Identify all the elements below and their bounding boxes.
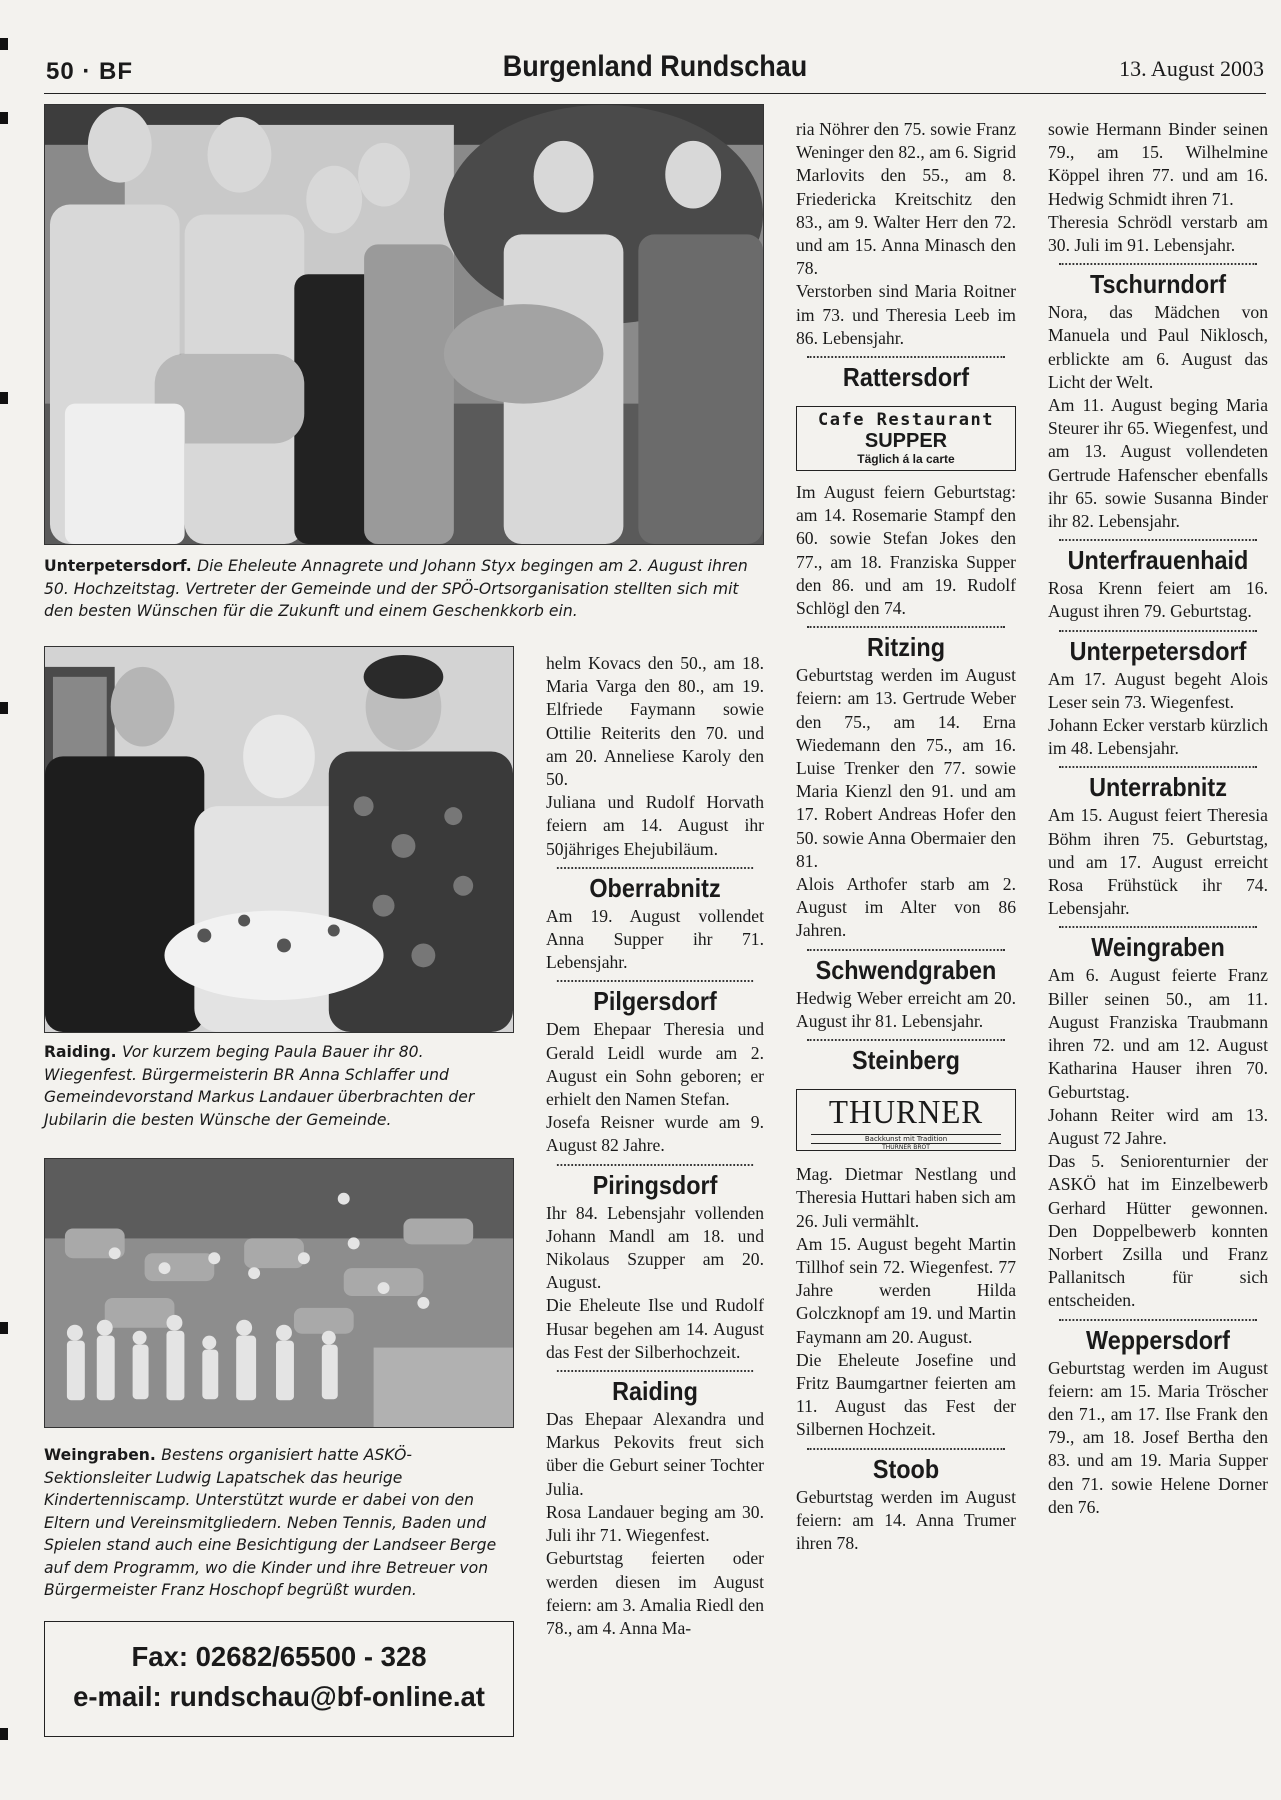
- paragraph: ria Nöhrer den 75. sowie Franz Weninger den 82., am 6. Sigrid Marlovits den 55., am 8. Friedericka Kreitschitz den 83., am 9. Walter Herr den 72. und am 15. Anna Minasch den 78.: [796, 119, 1016, 279]
- caption-text: Vor kurzem beging Paula Bauer ihr 80. Wiegenfest. Bürgermeisterin BR Anna Schlaffer und Gemeindevorstand Markus Landauer überbrachten der Jubilarin die besten Wünsche der Gemeinde.: [44, 1043, 475, 1129]
- paragraph: Geburtstag werden im August feiern: am 13. Gertrude Weber den 75., am 14. Erna Wiedemann den 75., am 16. Luise Trenker den 77. sowie Maria Kienzl den 91. und am 17. Robert Andreas Hofer den 50. sowie Anna Obermaier den 81.: [796, 665, 1016, 871]
- section-title-tschurndorf: Tschurndorf: [1059, 263, 1257, 301]
- section-title-ritzing: Ritzing: [807, 626, 1005, 664]
- ad-line: Backkunst mit Tradition: [811, 1134, 1001, 1144]
- email-address: e-mail: rundschau@bf-online.at: [73, 1681, 485, 1712]
- section-title-stoob: Stoob: [807, 1448, 1005, 1486]
- ad-logo-text: THURNER: [828, 1094, 984, 1132]
- ad-line: SUPPER: [864, 430, 948, 453]
- caption-place: Raiding.: [44, 1043, 122, 1061]
- paragraph: Das 5. Seniorenturnier der ASKÖ hat im Einzelbewerb Gerhard Hütter gewonnen. Den Doppelbewerb konnten Norbert Zsilla und Franz Pallanitsch für sich entscheiden.: [1048, 1151, 1268, 1311]
- paragraph: Am 6. August feierte Franz Biller seinen 50., am 11. August Franziska Traubmann ihren 72. und am 12. August Katharina Hauser ihren 70. Geburtstag.: [1048, 965, 1268, 1102]
- ad-line: Täglich á la carte: [857, 452, 955, 467]
- paragraph: Verstorben sind Maria Roitner im 73. und Theresia Leeb im 86. Lebensjahr.: [796, 281, 1016, 348]
- section-title-unterrabnitz: Unterrabnitz: [1059, 766, 1257, 804]
- paragraph: Rosa Landauer beging am 30. Juli ihr 71. Wiegenfest.: [546, 1501, 764, 1546]
- paragraph: Alois Arthofer starb am 2. August im Alter von 86 Jahren.: [796, 874, 1016, 941]
- caption-place: Weingraben.: [44, 1446, 162, 1464]
- photo2-caption: [44, 1041, 514, 1131]
- paragraph: Johann Reiter wird am 13. August 72 Jahre.: [1048, 1104, 1268, 1148]
- photo-tennis-camp: [44, 1158, 514, 1428]
- ad-thurner: [796, 1089, 1016, 1151]
- paragraph: Dem Ehepaar Theresia und Gerald Leidl wurde am 2. August ein Sohn geboren; er erhielt den Namen Stefan.: [546, 1019, 764, 1110]
- photo1-caption: [44, 555, 764, 623]
- paragraph: Theresia Schrödl verstarb am 30. Juli im 91. Lebensjahr.: [1048, 211, 1268, 256]
- paragraph: Die Eheleute Josefine und Fritz Baumgartner feierten am 11. August das Fest der Silbernen Hochzeit.: [796, 1349, 1016, 1440]
- paragraph: Juliana und Rudolf Horvath feiern am 14. August ihr 50jähriges Ehejubiläum.: [546, 792, 764, 859]
- page-header: [44, 50, 1266, 94]
- paragraph: Am 15. August feiert Theresia Böhm ihren 75. Geburtstag, und am 17. August erreicht Rosa Frühstück ihr 74. Lebensjahr.: [1048, 805, 1268, 919]
- photo-anniversary-group: [44, 104, 764, 545]
- paragraph: Geburtstag feierten oder werden diesen im August feiern: am 3. Amalia Riedl den 78., am 4. Anna Ma-: [546, 1548, 764, 1638]
- section-title-unterpetersdorf: Unterpetersdorf: [1059, 630, 1257, 668]
- newspaper-title: Burgenland Rundschau: [502, 50, 808, 83]
- section-title-schwendgraben: Schwendgraben: [807, 949, 1005, 987]
- paragraph: Geburtstag werden im August feiern: am 14. Anna Trumer ihren 78.: [796, 1486, 1016, 1553]
- paragraph: Im August feiern Geburtstag: am 14. Rosemarie Stampf den 60. sowie Stefan Jokes den 77., am 18. Franziska Supper den 86. und am 19. Rudolf Schlögl den 74.: [796, 482, 1016, 619]
- section-title-rattersdorf: Rattersdorf: [807, 356, 1005, 394]
- section-title-oberrabnitz: Oberrabnitz: [557, 867, 753, 905]
- paragraph: Johann Ecker verstarb kürzlich im 48. Lebensjahr.: [1048, 715, 1268, 759]
- contact-box: [44, 1621, 514, 1737]
- fax-number: Fax: 02682/65500 - 328: [131, 1641, 427, 1672]
- paragraph: Geburtstag werden im August feiern: am 15. Maria Tröscher den 71., am 17. Ilse Frank den 79., am 18. Josef Bertha den 83. und am 19. Maria Supper den 71. sowie Helene Dorner den 76.: [1048, 1357, 1268, 1517]
- section-title-weppersdorf: Weppersdorf: [1059, 1319, 1257, 1357]
- paragraph: Am 11. August beging Maria Steurer ihr 65. Wiegenfest, und am 13. August vollendeten Gertrude Hafenscher ebenfalls ihr 65. sowie Susanna Binder ihr 82. Lebensjahr.: [1048, 395, 1268, 532]
- caption-text: Bestens organisiert hatte ASKÖ-Sektionsleiter Ludwig Lapatschek das heurige Kindertenniscamp. Unterstützt wurde er dabei von den Eltern und Vereinsmitgliedern. Neben Tennis, Baden und Spielen stand auch eine Besichtigung der Landseer Berge auf dem Programm, wo die Kinder und ihre Betreuer von Bürgermeister Franz Hoschopf begrüßt wurden.: [44, 1446, 497, 1599]
- section-title-unterfrauenhaid: Unterfrauenhaid: [1059, 539, 1257, 577]
- ad-line: Cafe Restaurant: [817, 410, 995, 431]
- column-4: [1048, 118, 1268, 1519]
- issue-date: 13. August 2003: [1119, 56, 1264, 81]
- paragraph: helm Kovacs den 50., am 18. Maria Varga den 80., am 19. Elfriede Faymann sowie Ottilie Reiterits den 70. und am 20. Anneliese Karoly den 50.: [546, 653, 764, 790]
- paragraph: Die Eheleute Ilse und Rudolf Husar begehen am 14. August das Fest der Silberhochzeit.: [546, 1295, 764, 1362]
- photo3-caption: [44, 1444, 514, 1602]
- section-title-piringsdorf: Piringsdorf: [557, 1164, 753, 1202]
- paragraph: sowie Hermann Binder seinen 79., am 15. Wilhelmine Köppel ihren 77. und am 16. Hedwig Schmidt ihren 71.: [1048, 119, 1268, 209]
- paragraph: Rosa Krenn feiert am 16. August ihren 79. Geburtstag.: [1048, 578, 1268, 622]
- ad-cafe-supper: [796, 406, 1016, 471]
- caption-place: Unterpetersdorf.: [44, 557, 198, 575]
- paragraph: Das Ehepaar Alexandra und Markus Pekovits freut sich über die Geburt seiner Tochter Julia.: [546, 1409, 764, 1499]
- paragraph: Am 19. August vollendet Anna Supper ihr 71. Lebensjahr.: [546, 905, 764, 973]
- photo-birthday-visit: [44, 646, 514, 1033]
- page-number: 50 · BF: [46, 58, 134, 85]
- column-2: [546, 652, 764, 1640]
- paragraph: Mag. Dietmar Nestlang und Theresia Huttari haben sich am 26. Juli vermählt.: [796, 1164, 1016, 1231]
- caption-text: Die Eheleute Annagrete und Johann Styx begingen am 2. August ihren 50. Hochzeitstag. Vertreter der Gemeinde und der SPÖ-Ortsorganisation stellten sich mit den besten Wünschen für die Zukunft und einem Geschenkkorb ein.: [44, 557, 748, 620]
- ad-line: THURNER BROT: [882, 1144, 930, 1152]
- paragraph: Am 15. August begeht Martin Tillhof sein 72. Wiegenfest. 77 Jahre werden Hilda Golczknopf am 19. und Martin Faymann am 20. August.: [796, 1233, 1016, 1347]
- paragraph: Nora, das Mädchen von Manuela und Paul Niklosch, erblickte am 6. August das Licht der Welt.: [1048, 302, 1268, 392]
- section-title-raiding: Raiding: [557, 1370, 753, 1408]
- paragraph: Am 17. August begeht Alois Leser sein 73. Wiegenfest.: [1048, 668, 1268, 712]
- section-title-pilgersdorf: Pilgersdorf: [557, 980, 753, 1018]
- column-3: [796, 118, 1016, 1555]
- paragraph: Hedwig Weber erreicht am 20. August ihr 81. Lebensjahr.: [796, 987, 1016, 1031]
- section-title-steinberg: Steinberg: [807, 1039, 1005, 1077]
- section-title-weingraben: Weingraben: [1059, 926, 1257, 964]
- paragraph: Josefa Reisner wurde am 9. August 82 Jahre.: [546, 1112, 764, 1156]
- paragraph: Ihr 84. Lebensjahr vollenden Johann Mandl am 18. und Nikolaus Szupper am 20. August.: [546, 1202, 764, 1293]
